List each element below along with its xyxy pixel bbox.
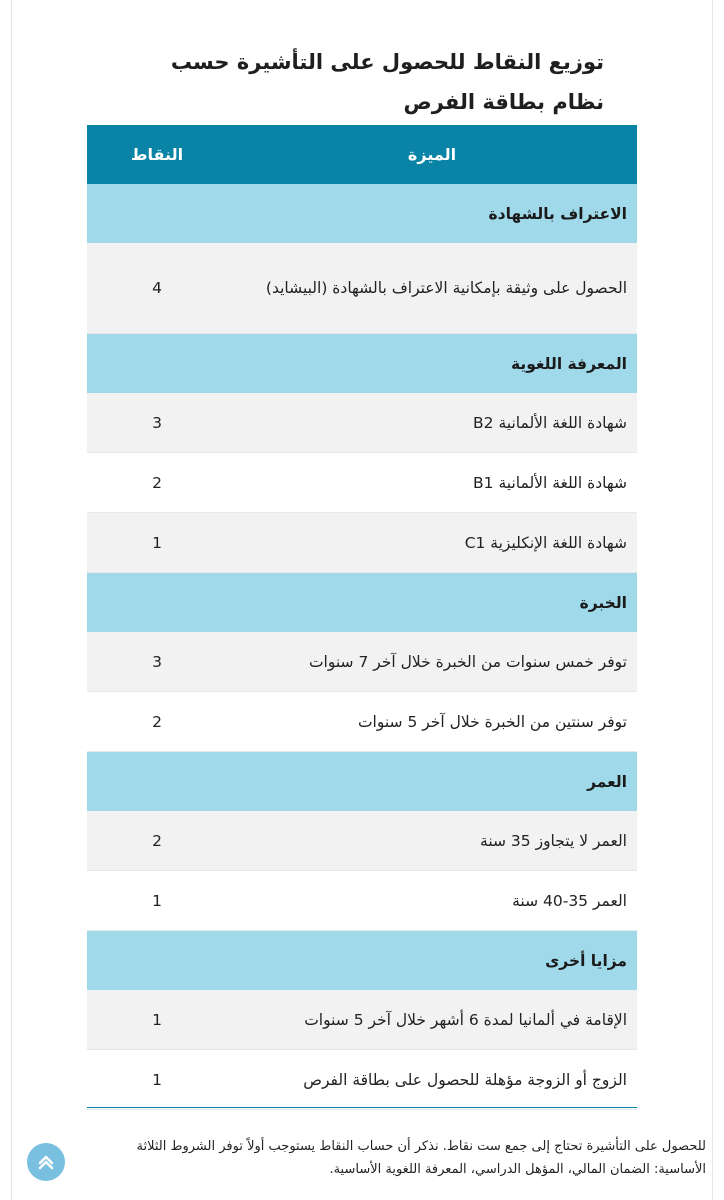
table-row (87, 692, 637, 752)
category-row-age (87, 752, 637, 812)
header-feature: الميزة (227, 125, 637, 184)
feature-cell: شهادة اللغة الألمانية B2 (227, 393, 637, 453)
table-row (87, 513, 637, 573)
points-cell: 1 (87, 513, 227, 573)
category-row-other (87, 931, 637, 991)
points-cell: 3 (87, 393, 227, 453)
category-label: الخبرة (87, 573, 637, 633)
feature-cell: الزوج أو الزوجة مؤهلة للحصول على بطاقة الفرص (227, 1050, 637, 1110)
feature-cell: العمر لا يتجاوز 35 سنة (227, 811, 637, 871)
category-label: المعرفة اللغوية (87, 334, 637, 394)
footnote: للحصول على التأشيرة تحتاج إلى جمع ست نقاط. نذكر أن حساب النقاط يستوجب أولاً توفر الشروط الثلاثة الأساسية: الضمان المالي، المؤهل الدراسي، المعرفة اللغوية الأساسية. (136, 1139, 706, 1177)
table-row (87, 243, 637, 334)
feature-cell: الإقامة في ألمانيا لمدة 6 أشهر خلال آخر 5 سنوات (227, 990, 637, 1050)
points-cell: 1 (87, 990, 227, 1050)
feature-cell: العمر 35-40 سنة (227, 871, 637, 931)
category-label: العمر (87, 752, 637, 812)
page-title: توزيع النقاط للحصول على التأشيرة حسب نظام بطاقة الفرص (170, 50, 604, 115)
table-row (87, 393, 637, 453)
points-cell: 3 (87, 632, 227, 692)
points-table (87, 125, 637, 1110)
points-cell: 2 (87, 811, 227, 871)
feature-cell: توفر خمس سنوات من الخبرة خلال آخر 7 سنوات (227, 632, 637, 692)
points-cell: 4 (87, 243, 227, 334)
feature-cell: شهادة اللغة الألمانية B1 (227, 453, 637, 513)
scroll-to-top-button[interactable] (27, 1143, 65, 1181)
category-label: الاعتراف بالشهادة (87, 184, 637, 243)
table-row (87, 990, 637, 1050)
header-points: النقاط (87, 125, 227, 184)
points-cell: 1 (87, 871, 227, 931)
double-chevron-up-icon (36, 1152, 56, 1172)
table-row (87, 1050, 637, 1110)
table-bottom-rule (87, 1107, 637, 1108)
table-header-row (87, 125, 637, 184)
category-label: مزايا أخرى (87, 931, 637, 991)
feature-cell: توفر سنتين من الخبرة خلال آخر 5 سنوات (227, 692, 637, 752)
table-row (87, 632, 637, 692)
points-cell: 1 (87, 1050, 227, 1110)
feature-cell: الحصول على وثيقة بإمكانية الاعتراف بالشهادة (البيشايد) (227, 243, 637, 334)
feature-cell: شهادة اللغة الإنكليزية C1 (227, 513, 637, 573)
category-row-recognition (87, 184, 637, 243)
category-row-experience (87, 573, 637, 633)
points-cell: 2 (87, 692, 227, 752)
table-row (87, 453, 637, 513)
points-cell: 2 (87, 453, 227, 513)
table-row (87, 871, 637, 931)
table-row (87, 811, 637, 871)
category-row-language (87, 334, 637, 394)
